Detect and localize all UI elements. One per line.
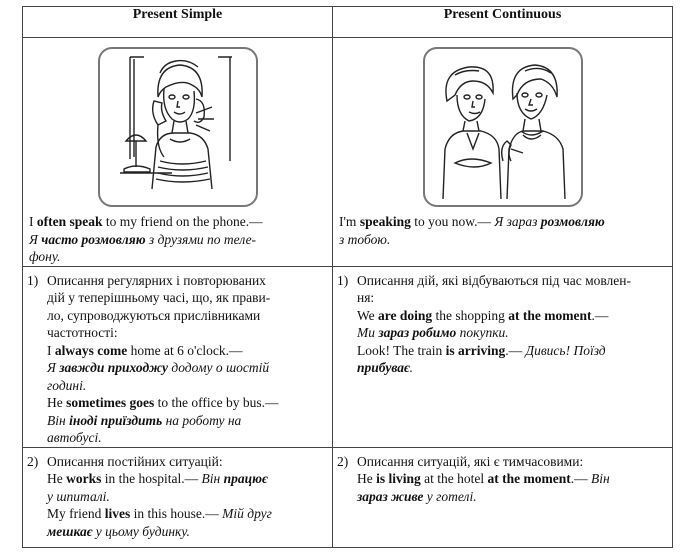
header-present-continuous: Present Continuous bbox=[333, 7, 673, 38]
two-women-talking-illustration bbox=[423, 47, 583, 207]
header-present-simple: Present Simple bbox=[23, 7, 333, 38]
usage-1-simple: 1) Описання регулярних і повторюваних дій у теперішньому часі, що, як прави- ло, супроводжуються прислівниками частотності: I always come home at 6 o'clock.— Я завжди приходжу додому о шостій годині. He sometimes goes to the office by bus.— Він іноді приїздить на роботу на автобусі. bbox=[23, 266, 333, 447]
example-simple: I often speak to my friend on the phone.— Я часто розмовляю з друзями по теле- фону. bbox=[29, 214, 263, 264]
usage-2-simple: 2) Описання постійних ситуацій: He works in the hospital.— Він працює у шпиталі. My friend lives in this house.— Мій друг мешкає у цьому будинку. bbox=[23, 447, 333, 547]
example-continuous: I'm speaking to you now.— Я зараз розмовляю з тобою. bbox=[339, 214, 605, 247]
usage-1-continuous: 1) Описання дій, які відбуваються під час мовлен- ня: We are doing the shopping at the moment.— Ми зараз робимо покупки. Look! The train is arriving.— Дивись! Поїзд прибуває. bbox=[333, 266, 673, 447]
woman-on-phone-illustration bbox=[98, 47, 258, 207]
usage-2-continuous: 2) Описання ситуацій, які є тимчасовими: He is living at the hotel at the moment.— Він зараз живе у готелі. bbox=[333, 447, 673, 547]
grammar-comparison-table bbox=[22, 6, 673, 548]
example-cell-continuous bbox=[333, 38, 673, 267]
example-cell-simple bbox=[23, 38, 333, 267]
